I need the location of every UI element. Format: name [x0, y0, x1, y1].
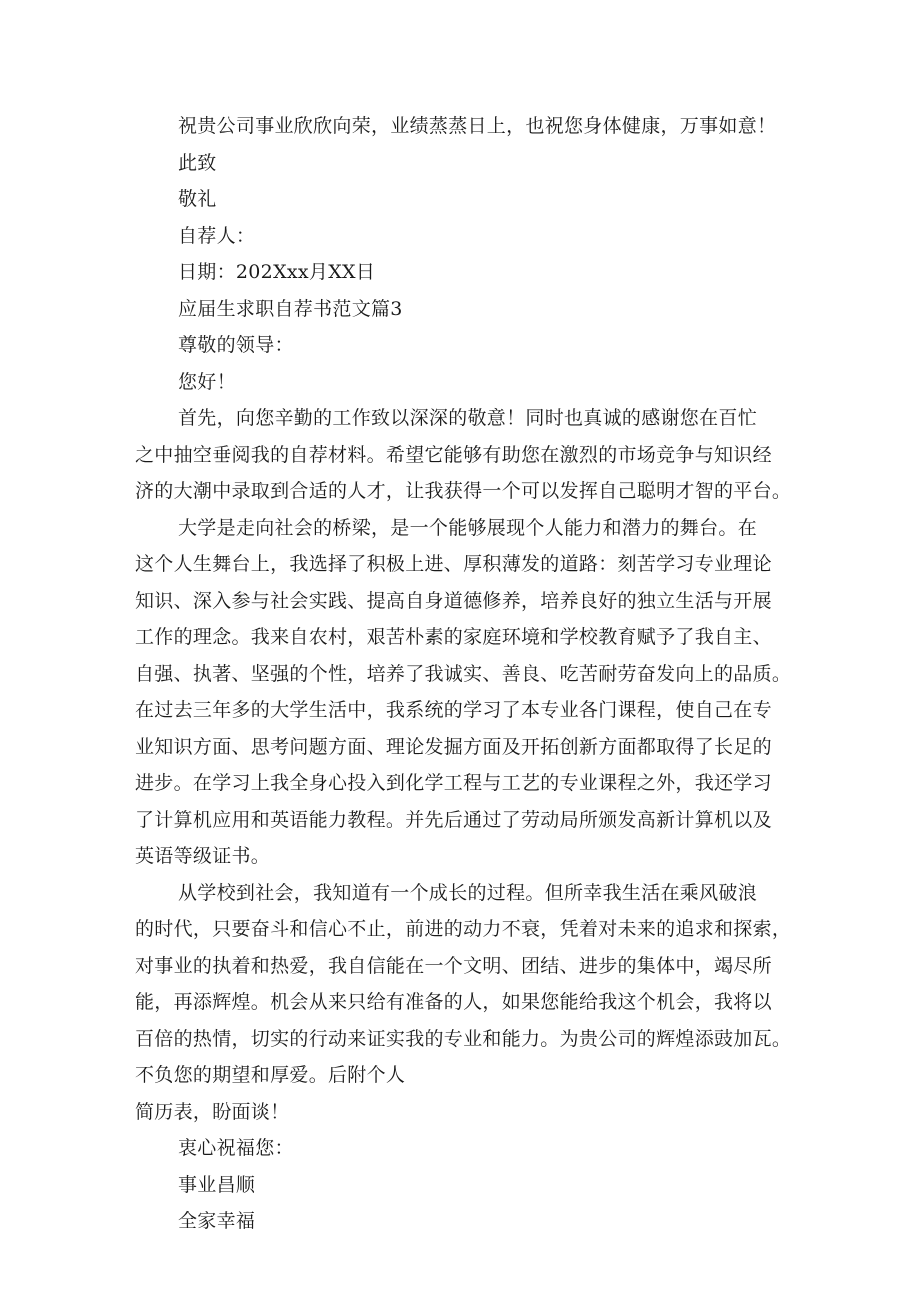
text-line: 在过去三年多的大学生活中，我系统的学习了本专业各门课程，使自己在专: [135, 699, 772, 721]
text-line: 之中抽空垂阅我的自荐材料。希望它能够有助您在激烈的市场竞争与知识经: [135, 443, 772, 466]
text-line: 事业昌顺: [178, 1173, 256, 1196]
text-line: 百倍的热情，切实的行动来证实我的专业和能力。为贵公司的辉煌添豉加瓦。: [135, 1027, 792, 1050]
text-line: 祝贵公司事业欣欣向荣，业绩蒸蒸日上，也祝您身体健康，万事如意！: [178, 115, 777, 137]
text-line: 了计算机应用和英语能力教程。并先后通过了劳动局所颁发高新计算机以及: [135, 808, 772, 831]
letter-body: [135, 108, 805, 1240]
text-line: 英语等级证书。: [135, 845, 271, 867]
text-line: 进步。在学习上我全身心投入到化学工程与工艺的专业课程之外，我还学习: [135, 772, 772, 794]
text-line: 简历表，盼面谈！: [135, 1100, 290, 1123]
text-line: 应届生求职自荐书范文篇3: [178, 297, 403, 320]
text-line: 济的大潮中录取到合适的人才，让我获得一个可以发挥自己聪明才智的平台。: [135, 480, 792, 502]
text-line: 衷心祝福您：: [178, 1137, 294, 1159]
text-line: 工作的理念。我来自农村，艰苦朴素的家庭环境和学校教育赋予了我自主、: [135, 626, 772, 648]
text-line: 尊敬的领导：: [178, 334, 294, 356]
text-line: 全家幸福: [178, 1210, 256, 1232]
text-line: 日期：202Xxx月XX日: [178, 261, 376, 283]
text-line: 能，再添辉煌。机会从来只给有准备的人，如果您能给我这个机会，我将以: [135, 991, 772, 1013]
text-line: 从学校到社会，我知道有一个成长的过程。但所幸我生活在乘风破浪: [178, 881, 758, 904]
text-line: 对事业的执着和热爱，我自信能在一个文明、团结、进步的集体中，竭尽所: [135, 954, 772, 977]
text-line: 大学是走向社会的桥梁，是一个能够展现个人能力和潜力的舞台。在: [178, 516, 758, 539]
text-line: 知识、深入参与社会实践、提高自身道德修养，培养良好的独立生活与开展: [135, 589, 772, 612]
text-line: 业知识方面、思考问题方面、理论发掘方面及开拓创新方面都取得了长足的: [135, 735, 772, 758]
text-line: 自荐人：: [178, 224, 256, 247]
text-line: 首先，向您辛勤的工作致以深深的敬意！同时也真诚的感谢您在百忙: [178, 407, 758, 429]
text-line: 这个人生舞台上，我选择了积极上进、厚积薄发的道路：刻苦学习专业理论: [135, 553, 772, 575]
text-line: 敬礼: [178, 188, 217, 210]
text-line: 自强、执著、坚强的个性，培养了我诚实、善良、吃苦耐劳奋发向上的品质。: [135, 662, 792, 685]
text-line: 的时代，只要奋斗和信心不止，前进的动力不衰，凭着对未来的追求和探索，: [135, 918, 792, 940]
text-line: 不负您的期望和厚爱。后附个人: [135, 1064, 406, 1086]
text-line: 此致: [178, 151, 217, 174]
text-line: 您好！: [178, 370, 236, 393]
